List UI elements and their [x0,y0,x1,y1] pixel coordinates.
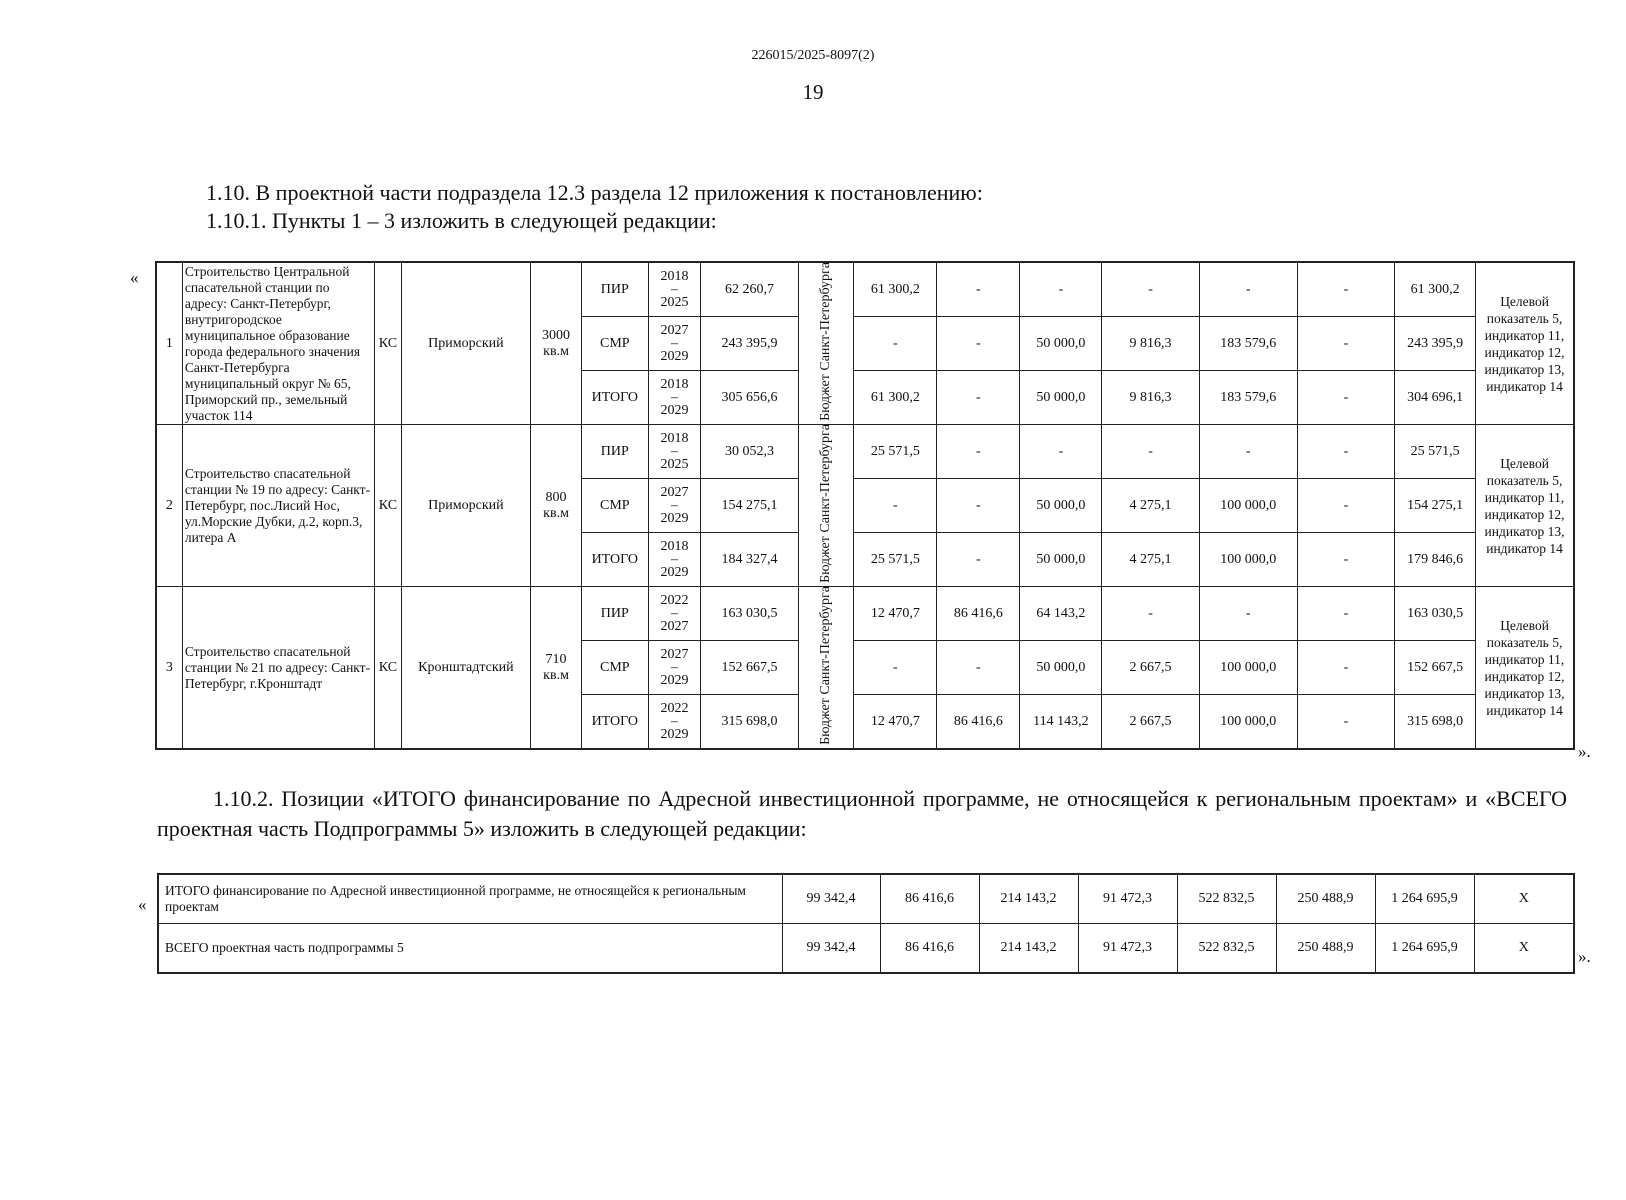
year-value-cell: - [1297,425,1394,479]
table-row [158,874,1574,924]
year-value-cell: 2 667,5 [1102,695,1199,750]
year-value-cell: - [937,533,1020,587]
year-dash: – [671,497,679,513]
year-start: 2027 [660,322,689,338]
sum-cell: 25 571,5 [1395,425,1476,479]
stage-cell: СМР [581,641,648,695]
years-cell [648,695,701,750]
close-quote-2: ». [1578,947,1591,966]
year-value-cell: 12 470,7 [854,695,937,750]
stage-cell: ИТОГО [581,695,648,750]
sum-cell: 243 395,9 [1395,317,1476,371]
total-cost-cell: 305 656,6 [701,371,798,425]
sum-cell: 315 698,0 [1395,695,1476,750]
sum-cell: 154 275,1 [1395,479,1476,533]
totals-value-cell: 1 264 695,9 [1375,924,1474,974]
year-value-cell: 64 143,2 [1020,587,1102,641]
target-indicators: Целевой показатель 5, индикатор 11, индикатор 12, индикатор 13, индикатор 14 [1476,262,1574,425]
year-value-cell: 61 300,2 [854,371,937,425]
year-value-cell: 50 000,0 [1020,479,1102,533]
stage-cell: СМР [581,479,648,533]
totals-value-cell: 86 416,6 [880,924,979,974]
year-start: 2027 [660,484,689,500]
sum-cell: 179 846,6 [1395,533,1476,587]
year-value-cell: 2 667,5 [1102,641,1199,695]
stage-cell: ПИР [581,262,648,317]
investment-objects-table [155,261,1575,750]
year-end: 2029 [660,672,689,688]
total-cost-cell: 62 260,7 [701,262,798,317]
totals-value-cell: 1 264 695,9 [1375,874,1474,924]
year-end: 2025 [660,456,689,472]
year-dash: – [671,281,679,297]
object-capacity: 3000 кв.м [531,262,582,425]
year-value-cell: - [1199,262,1297,317]
totals-value-cell: Х [1474,874,1574,924]
total-cost-cell: 30 052,3 [701,425,798,479]
year-value-cell: - [1297,587,1394,641]
totals-value-cell: 250 488,9 [1276,874,1375,924]
stage-cell: ПИР [581,587,648,641]
years-cell [648,533,701,587]
year-value-cell: - [1297,479,1394,533]
funding-source-label: Бюджет Санкт-Петербурга [817,585,833,745]
year-value-cell: 86 416,6 [937,587,1020,641]
totals-label: ИТОГО финансирование по Адресной инвестиционной программе, не относящейся к региональным проектам [158,874,782,924]
totals-value-cell: 214 143,2 [979,874,1078,924]
year-end: 2027 [660,618,689,634]
table-row [156,262,1574,317]
year-value-cell: 50 000,0 [1020,371,1102,425]
funding-source-cell [798,425,854,587]
year-value-cell: - [1102,425,1199,479]
year-value-cell: - [854,641,937,695]
totals-value-cell: 250 488,9 [1276,924,1375,974]
table-row [158,924,1574,974]
year-value-cell: 50 000,0 [1020,533,1102,587]
stage-cell: ИТОГО [581,371,648,425]
year-value-cell: - [1199,587,1297,641]
year-value-cell: 9 816,3 [1102,317,1199,371]
totals-value-cell: 214 143,2 [979,924,1078,974]
year-value-cell: - [937,641,1020,695]
year-value-cell: - [937,371,1020,425]
sum-cell: 163 030,5 [1395,587,1476,641]
year-start: 2027 [660,646,689,662]
years-cell [648,371,701,425]
totals-value-cell: 91 472,3 [1078,874,1177,924]
target-indicators: Целевой показатель 5, индикатор 11, индикатор 12, индикатор 13, индикатор 14 [1476,587,1574,750]
paragraph-1-10: 1.10. В проектной части подраздела 12.3 раздела 12 приложения к постановлению: [206,180,983,205]
stage-cell: ПИР [581,425,648,479]
year-value-cell: - [1102,262,1199,317]
totals-value-cell: 86 416,6 [880,874,979,924]
object-name: Строительство спасательной станции № 19 по адресу: Санкт-Петербург, пос.Лисий Нос, ул.Морские Дубки, д.2, корп.3, литера А [182,425,374,587]
year-end: 2029 [660,402,689,418]
years-cell [648,425,701,479]
object-district: Приморский [401,425,531,587]
year-dash: – [671,389,679,405]
open-quote-1: « [130,268,139,287]
year-value-cell: - [854,317,937,371]
year-value-cell: 183 579,6 [1199,371,1297,425]
total-cost-cell: 184 327,4 [701,533,798,587]
year-value-cell: - [1297,695,1394,750]
object-capacity: 800 кв.м [531,425,582,587]
document-number: 226015/2025-8097(2) [751,48,875,63]
year-end: 2029 [660,726,689,742]
year-value-cell: 50 000,0 [1020,317,1102,371]
year-end: 2029 [660,564,689,580]
year-value-cell: - [1297,317,1394,371]
year-value-cell: - [937,317,1020,371]
totals-value-cell: 99 342,4 [782,874,880,924]
year-value-cell: - [937,425,1020,479]
year-value-cell: - [1102,587,1199,641]
object-capacity: 710 кв.м [531,587,582,750]
totals-value-cell: 91 472,3 [1078,924,1177,974]
totals-table [157,873,1575,974]
paragraph-1-10-1: 1.10.1. Пункты 1 – 3 изложить в следующей редакции: [206,208,717,233]
year-value-cell: 12 470,7 [854,587,937,641]
year-value-cell: 4 275,1 [1102,479,1199,533]
year-start: 2018 [660,268,689,284]
total-cost-cell: 243 395,9 [701,317,798,371]
totals-value-cell: 522 832,5 [1177,924,1276,974]
years-cell [648,641,701,695]
paragraph-1-10-2: 1.10.2. Позиции «ИТОГО финансирование по Адресной инвестиционной программе, не относящейся к региональным проектам» и «ВСЕГО проектная часть Подпрограммы 5» изложить в следующей редакции: [157,786,1567,841]
object-number: 2 [156,425,182,587]
totals-label: ВСЕГО проектная часть подпрограммы 5 [158,924,782,974]
totals-value-cell: 99 342,4 [782,924,880,974]
year-value-cell: - [1297,262,1394,317]
year-dash: – [671,605,679,621]
year-value-cell: - [937,262,1020,317]
year-value-cell: - [1297,533,1394,587]
year-start: 2018 [660,376,689,392]
year-start: 2018 [660,430,689,446]
year-start: 2022 [660,592,689,608]
year-value-cell: - [1020,262,1102,317]
table-row [156,587,1574,641]
year-end: 2029 [660,348,689,364]
year-value-cell: 25 571,5 [854,533,937,587]
year-value-cell: 100 000,0 [1199,641,1297,695]
funding-source-cell [798,262,854,425]
year-value-cell: - [937,479,1020,533]
year-value-cell: 183 579,6 [1199,317,1297,371]
funding-source-label: Бюджет Санкт-Петербурга [817,261,833,421]
years-cell [648,317,701,371]
year-value-cell: 100 000,0 [1199,479,1297,533]
object-type: КС [375,587,401,750]
sum-cell: 304 696,1 [1395,371,1476,425]
object-district: Кронштадтский [401,587,531,750]
year-dash: – [671,443,679,459]
year-value-cell: 86 416,6 [937,695,1020,750]
funding-source-label: Бюджет Санкт-Петербурга [817,423,833,583]
year-dash: – [671,713,679,729]
funding-source-cell [798,587,854,750]
total-cost-cell: 154 275,1 [701,479,798,533]
year-value-cell: 50 000,0 [1020,641,1102,695]
page-number: 19 [802,80,824,104]
years-cell [648,587,701,641]
years-cell [648,262,701,317]
table-row [156,425,1574,479]
year-value-cell: 9 816,3 [1102,371,1199,425]
year-value-cell: 100 000,0 [1199,695,1297,750]
total-cost-cell: 152 667,5 [701,641,798,695]
year-value-cell: 4 275,1 [1102,533,1199,587]
totals-value-cell: Х [1474,924,1574,974]
year-value-cell: - [1297,371,1394,425]
year-value-cell: 100 000,0 [1199,533,1297,587]
object-number: 1 [156,262,182,425]
object-name: Строительство спасательной станции № 21 по адресу: Санкт-Петербург, г.Кронштадт [182,587,374,750]
year-end: 2025 [660,294,689,310]
object-type: КС [375,262,401,425]
total-cost-cell: 163 030,5 [701,587,798,641]
totals-value-cell: 522 832,5 [1177,874,1276,924]
year-value-cell: 114 143,2 [1020,695,1102,750]
open-quote-2: « [138,895,147,914]
sum-cell: 61 300,2 [1395,262,1476,317]
year-end: 2029 [660,510,689,526]
target-indicators: Целевой показатель 5, индикатор 11, индикатор 12, индикатор 13, индикатор 14 [1476,425,1574,587]
year-dash: – [671,551,679,567]
object-number: 3 [156,587,182,750]
year-value-cell: - [1199,425,1297,479]
year-value-cell: - [854,479,937,533]
object-district: Приморский [401,262,531,425]
stage-cell: ИТОГО [581,533,648,587]
years-cell [648,479,701,533]
object-name: Строительство Центральной спасательной станции по адресу: Санкт-Петербург, внутригородское муниципальное образование города федерального значения Санкт-Петербурга муниципальный округ № 65, Приморский пр., земельный участок 114 [182,262,374,425]
object-type: КС [375,425,401,587]
total-cost-cell: 315 698,0 [701,695,798,750]
close-quote-1: ». [1578,742,1591,761]
year-value-cell: 61 300,2 [854,262,937,317]
stage-cell: СМР [581,317,648,371]
year-value-cell: - [1020,425,1102,479]
year-start: 2018 [660,538,689,554]
year-value-cell: - [1297,641,1394,695]
year-start: 2022 [660,700,689,716]
year-dash: – [671,659,679,675]
year-dash: – [671,335,679,351]
year-value-cell: 25 571,5 [854,425,937,479]
sum-cell: 152 667,5 [1395,641,1476,695]
